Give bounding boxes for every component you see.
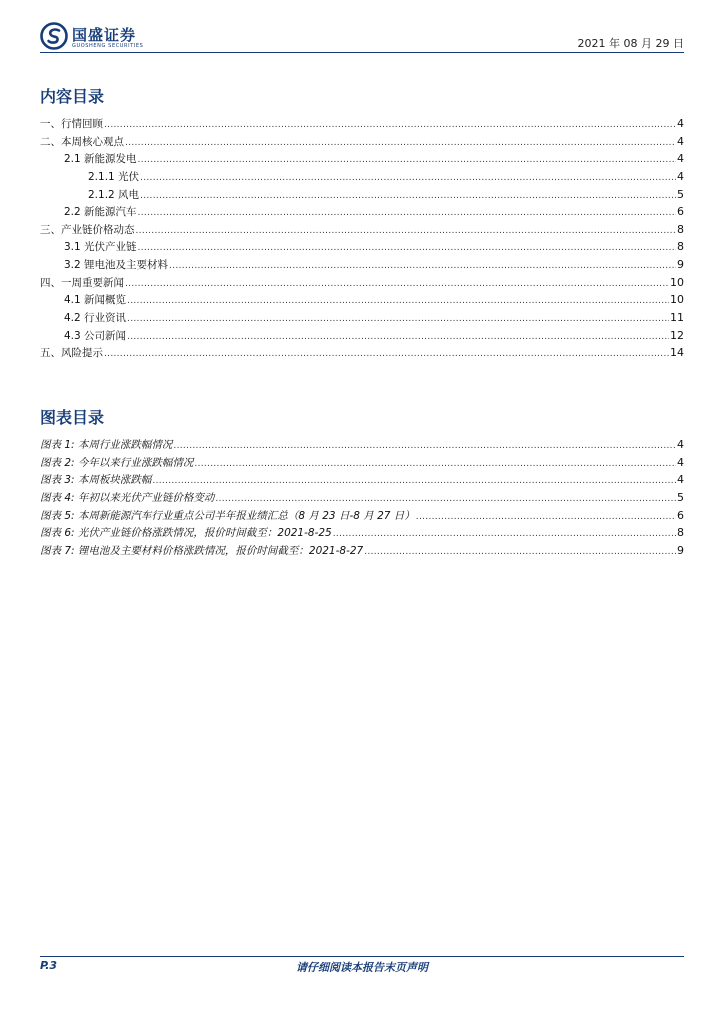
toc-entry-text: 2.1.1 光伏 bbox=[88, 170, 140, 183]
figure-entry-text: 图表 4: 年初以来光伏产业链价格变动 bbox=[40, 491, 215, 504]
toc-entry-text: 4.3 公司新闻 bbox=[64, 329, 127, 342]
toc-entry[interactable] bbox=[40, 238, 684, 256]
toc-entry-page: 8 bbox=[677, 240, 684, 254]
leader-dots bbox=[104, 117, 676, 133]
figure-entry-text: 图表 5: 本周新能源汽车行业重点公司半年报业绩汇总（8 月 23 日-8 月 27 日） bbox=[40, 509, 415, 522]
leader-dots bbox=[138, 152, 676, 168]
toc-entry[interactable] bbox=[40, 221, 684, 239]
company-logo bbox=[40, 22, 160, 54]
toc-entry-text: 四、一周重要新闻 bbox=[40, 276, 124, 289]
figure-entry[interactable] bbox=[40, 436, 684, 454]
leader-dots bbox=[125, 276, 669, 292]
toc-entry[interactable] bbox=[40, 291, 684, 309]
toc-list bbox=[40, 115, 684, 362]
toc-entry[interactable] bbox=[40, 115, 684, 133]
leader-dots bbox=[127, 329, 669, 345]
toc-entry-text: 五、风险提示 bbox=[40, 347, 103, 360]
leader-dots bbox=[140, 188, 676, 204]
toc-entry-text: 4.1 新闻概览 bbox=[64, 294, 127, 307]
figures-title: 图表目录 bbox=[40, 408, 105, 427]
leader-dots bbox=[364, 544, 676, 560]
toc-entry-text: 2.2 新能源汽车 bbox=[64, 206, 137, 219]
leader-dots bbox=[140, 170, 676, 186]
toc-entry-page: 4 bbox=[677, 169, 684, 183]
figure-entry-page: 4 bbox=[677, 473, 684, 487]
toc-entry-page: 5 bbox=[677, 187, 684, 201]
header-divider bbox=[40, 52, 684, 53]
leader-dots bbox=[136, 223, 677, 239]
figure-entry-text: 图表 1: 本周行业涨跌幅情况 bbox=[40, 439, 173, 451]
figure-entry-page: 4 bbox=[677, 455, 684, 469]
figure-entry-page: 4 bbox=[677, 438, 684, 451]
toc-entry-text: 一、行情回顾 bbox=[40, 118, 103, 130]
logo-english-name: GUOSHENG SECURITIES bbox=[72, 43, 144, 49]
figure-entry-text: 图表 7: 锂电池及主要材料价格涨跌情况，报价时间截至：2021-8-27 bbox=[40, 544, 364, 557]
toc-entry-page: 10 bbox=[670, 293, 684, 307]
toc-entry-text: 二、本周核心观点 bbox=[40, 135, 124, 148]
toc-entry-text: 2.1 新能源发电 bbox=[64, 153, 137, 166]
toc-entry[interactable] bbox=[40, 186, 684, 204]
toc-entry-text: 3.2 锂电池及主要材料 bbox=[64, 259, 169, 272]
toc-entry-page: 11 bbox=[670, 311, 684, 325]
leader-dots bbox=[104, 346, 669, 362]
leader-dots bbox=[215, 491, 676, 507]
toc-entry-text: 4.2 行业资讯 bbox=[64, 312, 127, 325]
toc-entry-page: 14 bbox=[670, 346, 684, 360]
figure-entry-page: 8 bbox=[677, 526, 684, 540]
figure-entry[interactable] bbox=[40, 507, 684, 525]
guosheng-logo-icon bbox=[40, 22, 68, 50]
toc-entry-page: 4 bbox=[677, 152, 684, 166]
leader-dots bbox=[169, 258, 676, 274]
figures-list bbox=[40, 436, 684, 559]
leader-dots bbox=[333, 526, 676, 542]
toc-entry-page: 9 bbox=[677, 258, 684, 272]
leader-dots bbox=[127, 293, 669, 309]
toc-title: 内容目录 bbox=[40, 87, 105, 106]
disclaimer-note: 请仔细阅读本报告末页声明 bbox=[296, 961, 428, 974]
toc-entry-text: 三、产业链价格动态 bbox=[40, 223, 135, 236]
figure-entry-text: 图表 2: 今年以来行业涨跌幅情况 bbox=[40, 456, 194, 469]
figure-entry-page: 5 bbox=[677, 490, 684, 504]
toc-entry[interactable] bbox=[40, 203, 684, 221]
footer-divider bbox=[40, 956, 684, 957]
toc-entry[interactable] bbox=[40, 133, 684, 151]
leader-dots bbox=[194, 456, 676, 472]
figure-entry[interactable] bbox=[40, 542, 684, 560]
toc-entry[interactable] bbox=[40, 327, 684, 345]
toc-entry[interactable] bbox=[40, 274, 684, 292]
leader-dots bbox=[125, 135, 676, 151]
toc-entry[interactable] bbox=[40, 344, 684, 362]
figure-entry[interactable] bbox=[40, 524, 684, 542]
toc-entry-page: 10 bbox=[670, 275, 684, 289]
page-number: P.3 bbox=[40, 959, 58, 972]
leader-dots bbox=[152, 473, 676, 489]
figure-entry-text: 图表 3: 本周板块涨跌幅 bbox=[40, 474, 152, 487]
leader-dots bbox=[416, 509, 676, 525]
toc-entry-text: 3.1 光伏产业链 bbox=[64, 241, 137, 254]
toc-entry-page: 6 bbox=[677, 205, 684, 219]
toc-entry-page: 8 bbox=[677, 222, 684, 236]
leader-dots bbox=[138, 205, 676, 221]
toc-entry-page: 4 bbox=[677, 134, 684, 148]
logo-name: 国盛证券 bbox=[72, 26, 137, 44]
report-date: 2021 年 08 月 29 日 bbox=[577, 37, 684, 50]
figure-entry[interactable] bbox=[40, 454, 684, 472]
toc-entry-page: 4 bbox=[677, 117, 684, 130]
leader-dots bbox=[173, 438, 676, 454]
toc-entry[interactable] bbox=[40, 150, 684, 168]
toc-entry[interactable] bbox=[40, 256, 684, 274]
leader-dots bbox=[127, 311, 669, 327]
toc-entry-page: 12 bbox=[670, 328, 684, 342]
toc-entry[interactable] bbox=[40, 309, 684, 327]
figure-entry[interactable] bbox=[40, 471, 684, 489]
leader-dots bbox=[138, 240, 676, 256]
toc-entry-text: 2.1.2 风电 bbox=[88, 188, 140, 201]
figure-entry-page: 6 bbox=[677, 508, 684, 522]
figure-entry[interactable] bbox=[40, 489, 684, 507]
toc-entry[interactable] bbox=[40, 168, 684, 186]
figure-entry-text: 图表 6: 光伏产业链价格涨跌情况，报价时间截至：2021-8-25 bbox=[40, 527, 332, 540]
figure-entry-page: 9 bbox=[677, 543, 684, 557]
